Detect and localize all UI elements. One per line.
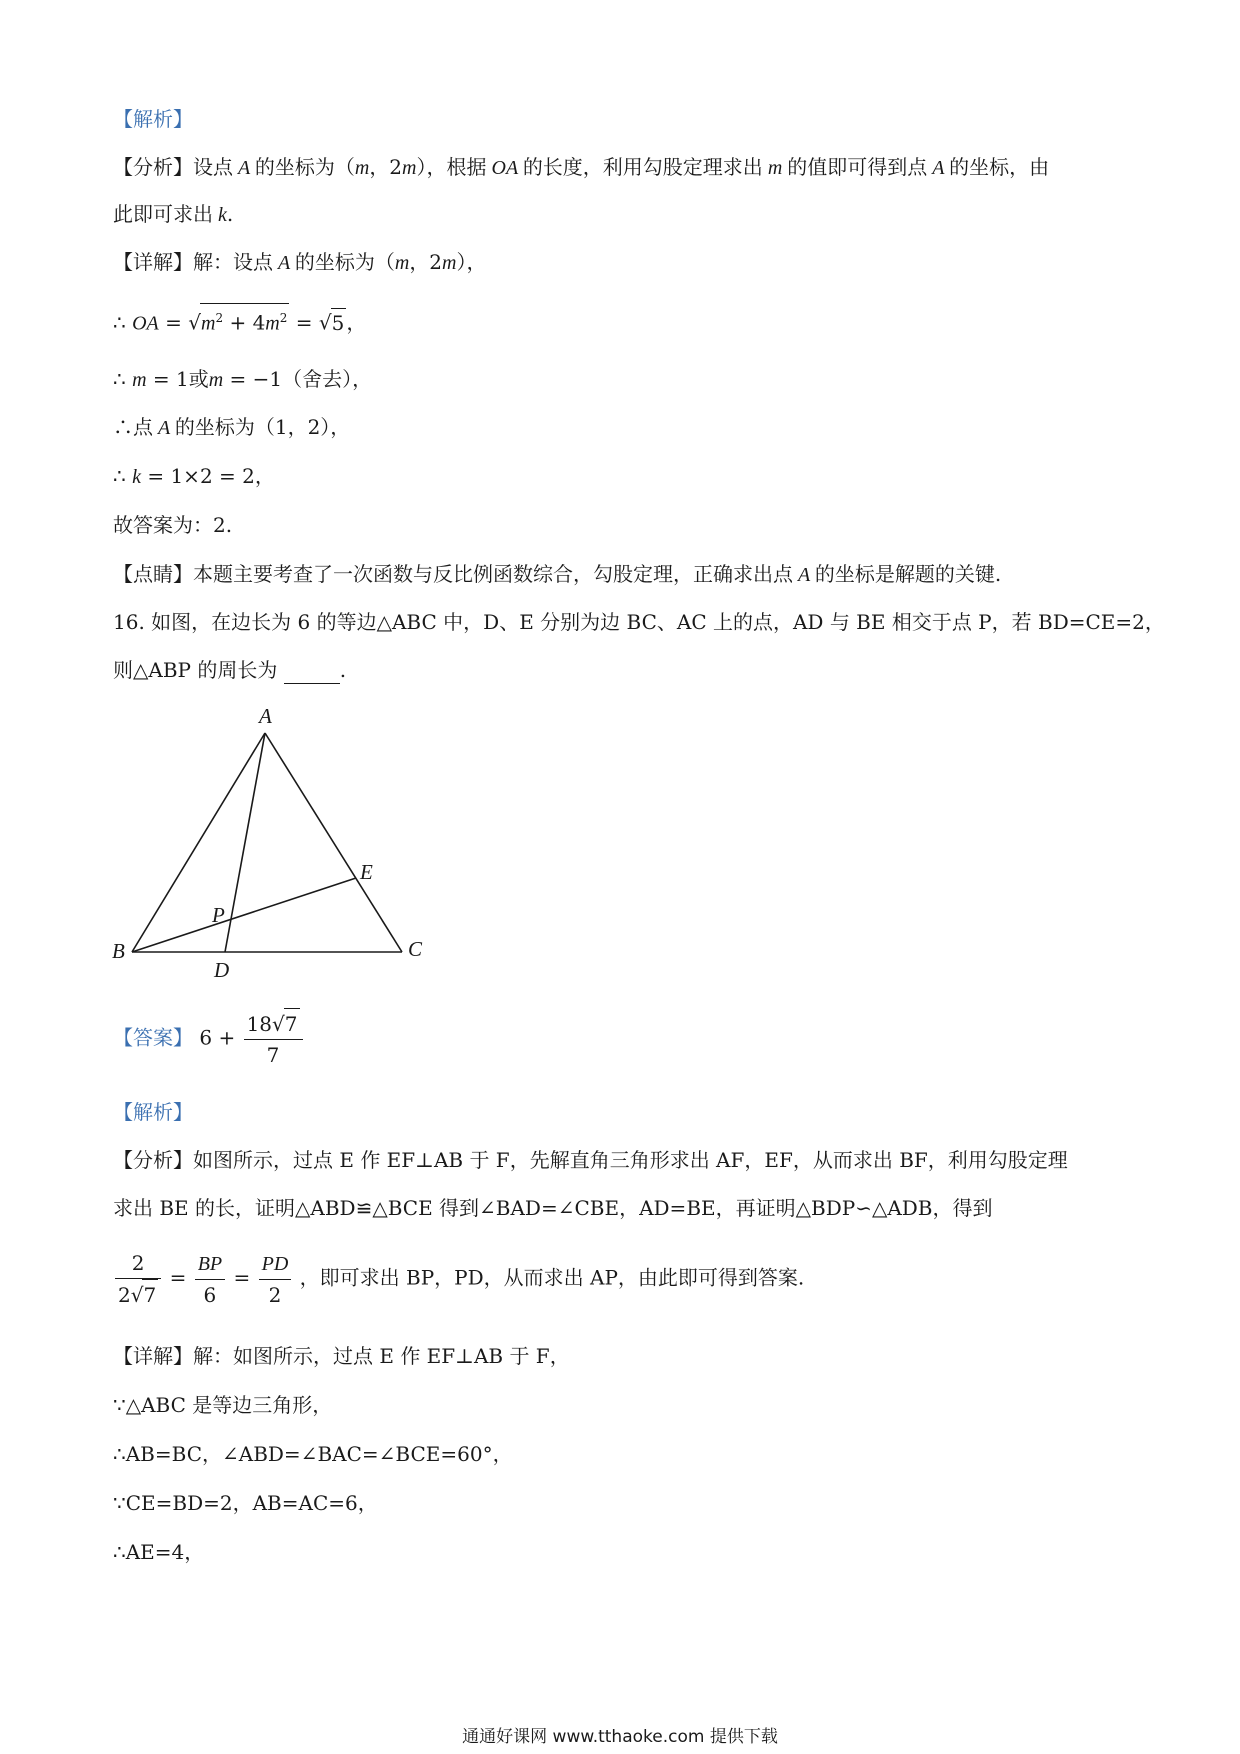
prev-analysis-line1: 【分析】设点 A 的坐标为（m，2m），根据 OA 的长度，利用勾股定理求出 m 的值即可得到点 A 的坐标，由 xyxy=(113,155,1050,179)
tag-dianjing: 【点睛】 xyxy=(113,562,193,586)
segment-be xyxy=(132,878,356,952)
page-footer: 通通好课网 www.tthaoke.com 提供下载 xyxy=(462,1727,778,1747)
section-tag-analysis-16: 【解析】 xyxy=(113,1100,193,1124)
analysis-16-line1: 【分析】如图所示，过点 E 作 EF⊥AB 于 F，先解直角三角形求出 AF，EF，从而求出 BF，利用勾股定理 xyxy=(113,1148,1068,1172)
tag-fenxi: 【分析】 xyxy=(113,155,193,179)
segment-ac xyxy=(265,733,402,952)
detail-16-line3: ∵CE=BD=2，AB=AC=6， xyxy=(113,1491,378,1515)
answer-blank xyxy=(284,663,340,684)
fraction-2: $\frac{BP}{6}$ xyxy=(195,1249,225,1310)
detail-16-line1: ∵△ABC 是等边三角形， xyxy=(113,1393,333,1417)
tag-fenxi-16: 【分析】 xyxy=(113,1148,193,1172)
fraction-3: $\frac{PD}{2}$ xyxy=(259,1249,292,1310)
question-16-line1: 16. 如图，在边长为 6 的等边△ABC 中，D、E 分别为边 BC、AC 上的点，AD 与 BE 相交于点 P，若 BD=CE=2， xyxy=(113,610,1165,634)
prev-step-coord: ∴点 A 的坐标为（1，2）， xyxy=(113,415,351,439)
label-e: E xyxy=(360,860,373,884)
prev-detail-line: 【详解】解：设点 A 的坐标为（m，2m）， xyxy=(113,250,487,274)
label-c: C xyxy=(408,937,423,961)
detail-16-line4: ∴AE=4， xyxy=(113,1540,205,1564)
label-d: D xyxy=(214,958,230,982)
analysis-16-line2: 求出 BE 的长，证明△ABD≌△BCE 得到∠BAD=∠CBE，AD=BE，再证明△BDP∽△ADB，得到 xyxy=(113,1196,993,1220)
prev-step-k: ∴ k = 1×2 = 2， xyxy=(113,464,275,488)
label-b: B xyxy=(112,939,125,963)
prev-analysis-line2: 此即可求出 k. xyxy=(113,202,234,226)
triangle-figure xyxy=(110,705,440,985)
tag-xiangjie-16: 【详解】 xyxy=(113,1344,193,1368)
detail-16-line2: ∴AB=BC，∠ABD=∠BAC=∠BCE=60°， xyxy=(113,1442,513,1466)
prev-step-oa: ∴ OA = $√m^2 + 4m^2 = √5$ ， xyxy=(113,303,366,338)
tag-xiangjie: 【详解】 xyxy=(113,250,193,274)
label-p: P xyxy=(212,903,225,927)
tag-daan: 【答案】 xyxy=(113,1025,193,1050)
label-a: A xyxy=(259,705,272,728)
fraction-1: $\frac{2}{2√7}$ xyxy=(115,1248,161,1310)
answer-16-line: 【答案】 6 + $\frac{18√7}{7}$ xyxy=(113,1008,305,1070)
prev-answer: 故答案为：2. xyxy=(113,513,233,537)
section-tag-analysis: 【解析】 xyxy=(113,107,193,131)
analysis-16-proportion: $\frac{2}{2√7}$ = $\frac{BP}{6}$ = $\frac{PD}{2}$ ，即可求出 BP，PD，从而求出 AP，由此即可得到答案. xyxy=(113,1248,804,1310)
detail-16-line0: 【详解】解：如图所示，过点 E 作 EF⊥AB 于 F， xyxy=(113,1344,570,1368)
prev-dianjing: 【点睛】本题主要考查了一次函数与反比例函数综合，勾股定理，正确求出点 A 的坐标是解题的关键. xyxy=(113,562,1002,586)
answer-fraction: $\frac{18√7}{7}$ xyxy=(244,1008,303,1070)
question-16-line2: 则△ABP 的周长为 . xyxy=(113,658,347,682)
prev-step-m: ∴ m = 1或m = −1（舍去）， xyxy=(113,367,373,391)
